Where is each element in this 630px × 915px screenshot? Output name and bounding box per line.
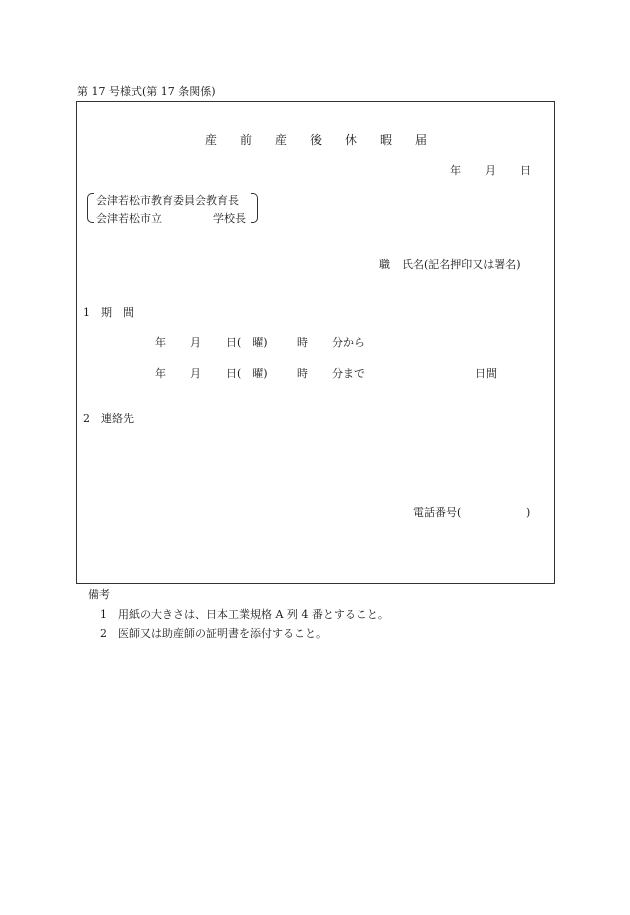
recipient-line-2-prefix: 会津若松市立	[96, 212, 162, 225]
start-day-weekday: 日( 曜)	[226, 336, 268, 349]
end-year: 年	[155, 367, 166, 380]
total-days: 日間	[475, 367, 497, 380]
title-char: 産	[205, 133, 218, 147]
note-item: 2 医師又は助産師の証明書を添付すること。	[100, 627, 327, 640]
title-char: 休	[345, 133, 358, 147]
title-char: 暇	[380, 133, 393, 147]
start-year: 年	[155, 336, 166, 349]
start-hour: 時	[297, 336, 308, 349]
end-minute: 分まで	[332, 367, 365, 380]
end-month: 月	[190, 367, 201, 380]
date-year: 年	[450, 164, 461, 177]
title-char: 届	[415, 133, 428, 147]
date-day: 日	[520, 164, 531, 177]
title-char: 前	[240, 133, 253, 147]
end-hour: 時	[297, 367, 308, 380]
recipient-line-1: 会津若松市教育委員会教育長	[96, 194, 239, 207]
contact-label: 2 連絡先	[83, 412, 134, 425]
period-label: 1 期 間	[83, 306, 134, 319]
start-month: 月	[190, 336, 201, 349]
end-day-weekday: 日( 曜)	[226, 367, 268, 380]
date-month: 月	[485, 164, 496, 177]
name-label: 氏名(記名押印又は署名)	[402, 258, 521, 271]
start-minute: 分から	[332, 336, 365, 349]
right-bracket	[251, 193, 258, 223]
left-bracket	[87, 193, 94, 223]
leave-form-box	[76, 101, 555, 584]
phone-label: 電話番号(	[413, 506, 462, 519]
position-label: 職	[379, 258, 390, 271]
notes-heading: 備考	[88, 588, 110, 601]
phone-close: )	[526, 506, 531, 519]
title-char: 産	[275, 133, 288, 147]
recipient-line-2-suffix: 学校長	[213, 212, 246, 225]
form-number-label: 第 17 号様式(第 17 条関係)	[77, 85, 216, 98]
title-char: 後	[310, 133, 323, 147]
note-item: 1 用紙の大きさは、日本工業規格 A 列 4 番とすること。	[100, 608, 389, 621]
